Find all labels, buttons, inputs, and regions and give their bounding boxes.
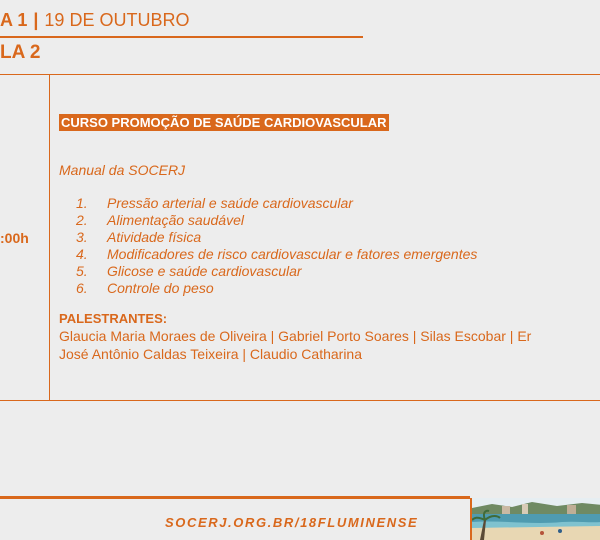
topic-text: Pressão arterial e saúde cardiovascular bbox=[107, 195, 353, 211]
event-date: 19 DE OUTUBRO bbox=[44, 10, 190, 30]
course-source: Manual da SOCERJ bbox=[59, 162, 186, 178]
topic-item bbox=[76, 229, 477, 246]
footer-rule bbox=[0, 496, 470, 499]
topic-number: 2. bbox=[76, 212, 88, 228]
topic-number: 5. bbox=[76, 263, 88, 279]
topic-item bbox=[76, 280, 477, 297]
topic-text: Controle do peso bbox=[107, 280, 214, 296]
topic-number: 4. bbox=[76, 246, 88, 262]
speakers-line-1: Glaucia Maria Moraes de Oliveira | Gabriel Porto Soares | Silas Escobar | Er bbox=[59, 328, 532, 344]
room-title: LA 2 bbox=[0, 42, 41, 63]
topic-item bbox=[76, 263, 477, 280]
footer-beach-photo bbox=[470, 498, 600, 540]
table-bottom-border bbox=[0, 400, 600, 401]
header-separator: | bbox=[33, 10, 39, 30]
session-time: :00h bbox=[0, 230, 29, 246]
topic-text: Atividade física bbox=[107, 229, 202, 245]
column-divider bbox=[49, 74, 50, 401]
speakers-list bbox=[59, 327, 600, 363]
beach-photo-illustration bbox=[472, 498, 600, 540]
topic-number: 6. bbox=[76, 280, 88, 296]
speakers-label: PALESTRANTES: bbox=[59, 311, 168, 326]
topic-item bbox=[76, 246, 477, 263]
topic-number: 3. bbox=[76, 229, 88, 245]
topic-number: 1. bbox=[76, 195, 88, 211]
speakers-line-2: José Antônio Caldas Teixeira | Claudio Catharina bbox=[59, 346, 363, 362]
topic-item bbox=[76, 212, 477, 229]
table-top-border bbox=[0, 74, 600, 75]
topic-text: Glicose e saúde cardiovascular bbox=[107, 263, 302, 279]
topic-item bbox=[76, 195, 477, 212]
topic-text: Modificadores de risco cardiovascular e fatores emergentes bbox=[107, 246, 478, 262]
topic-list bbox=[76, 195, 477, 297]
header-rule bbox=[0, 36, 363, 38]
day-header bbox=[0, 9, 189, 31]
footer-url[interactable]: SOCERJ.ORG.BR/18FLUMINENSE bbox=[165, 515, 419, 530]
topic-text: Alimentação saudável bbox=[107, 212, 244, 228]
course-title: CURSO PROMOÇÃO DE SAÚDE CARDIOVASCULAR bbox=[61, 115, 387, 130]
day-label: A 1 bbox=[0, 10, 28, 30]
